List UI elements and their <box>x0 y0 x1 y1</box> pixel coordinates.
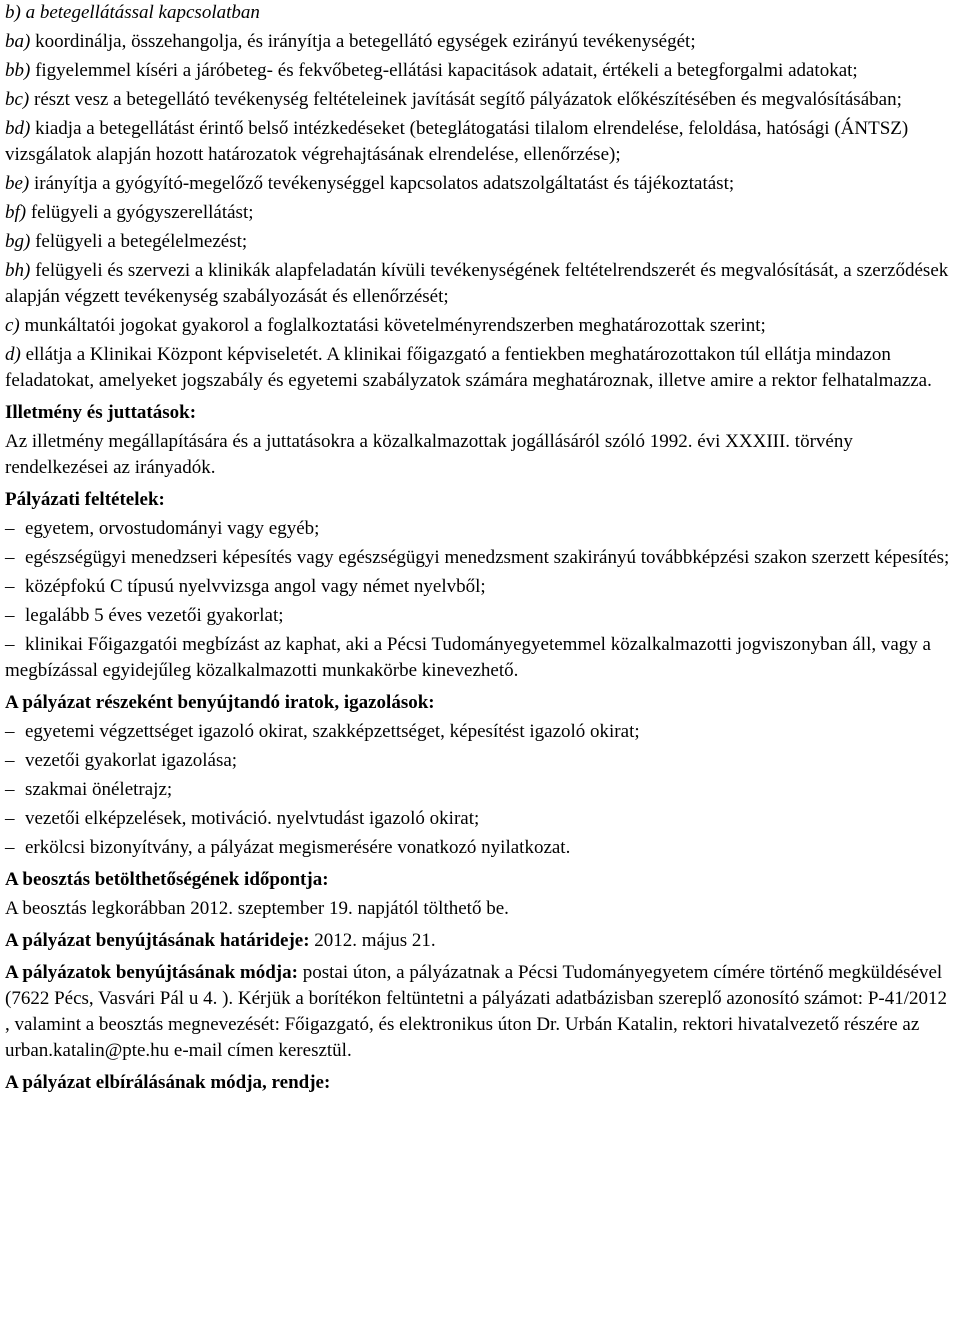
salary-text: Az illetmény megállapítására és a juttatásokra a közalkalmazottak jogállásáról szóló 1992. évi XXXIII. törvény rendelkezései az irányadók. <box>5 431 853 478</box>
condition-item: – középfokú C típusú nyelvvizsga angol vagy német nyelvből; <box>5 576 486 597</box>
item-bg: bg) felügyeli a betegélelmezést; <box>5 231 248 252</box>
item-bc: bc) részt vesz a betegellátó tevékenység feltételeinek javítását segítő pályázatok előkészítésében és megvalósításában; <box>5 89 902 110</box>
document-item: – erkölcsi bizonyítvány, a pályázat megismerésére vonatkozó nyilatkozat. <box>5 837 571 858</box>
document-item: – vezetői gyakorlat igazolása; <box>5 750 238 771</box>
condition-item: – egészségügyi menedzseri képesítés vagy egészségügyi menedzsment szakirányú továbbképzési szakon szerzett képesítés; <box>5 547 950 568</box>
deadline: A pályázat benyújtásának határideje: 2012. május 21. <box>5 930 436 951</box>
item-d: d) ellátja a Klinikai Központ képviseletét. A klinikai főigazgató a fentiekben meghatározottakon túl ellátja mindazon feladatokat, amelyeket jogszabály és egyetemi szabályzatok számára meghatároznak, illetve amire a rektor felhatalmazza. <box>5 344 932 391</box>
documents-heading: A pályázat részeként benyújtandó iratok, igazolások: <box>5 692 435 713</box>
document-item: – szakmai önéletrajz; <box>5 779 173 800</box>
section-b-heading: b) a betegellátással kapcsolatban <box>5 2 260 23</box>
submission: A pályázatok benyújtásának módja: postai úton, a pályázatnak a Pécsi Tudományegyetem címére történő megküldésével (7622 Pécs, Vasvári Pál u 4. ). Kérjük a borítékon feltüntetni a pályázati adatbázisban szereplő azonosító számot: P-41/2012 , valamint a beosztás megnevezését: Főigazgató, és elektronikus úton Dr. Urbán Katalin, rektori hivatalvezető részére az urban.katalin@pte.hu e-mail címen keresztül. <box>5 962 948 1061</box>
condition-item: – klinikai Főigazgatói megbízást az kaphat, aki a Pécsi Tudományegyetemmel közalkalmazotti jogviszonyban áll, vagy a megbízással egyidejűleg közalkalmazotti munkakörbe kinevezhető. <box>5 634 931 681</box>
item-bf: bf) felügyeli a gyógyszerellátást; <box>5 202 254 223</box>
start-date-text: A beosztás legkorábban 2012. szeptember 19. napjától tölthető be. <box>5 898 509 919</box>
document-item: – egyetemi végzettséget igazoló okirat, szakképzettséget, képesítést igazoló okirat; <box>5 721 640 742</box>
condition-item: – egyetem, orvostudományi vagy egyéb; <box>5 518 320 539</box>
conditions-heading: Pályázati feltételek: <box>5 489 165 510</box>
item-c: c) munkáltatói jogokat gyakorol a foglalkoztatási követelményrendszerben meghatározottak szerint; <box>5 315 766 336</box>
document-item: – vezetői elképzelések, motiváció. nyelvtudást igazoló okirat; <box>5 808 480 829</box>
item-bd: bd) kiadja a betegellátást érintő belső intézkedéseket (beteglátogatási tilalom elrendelése, feloldása, hatósági (ÁNTSZ) vizsgálatok alapján hozott határozatok végrehajtásának elrendelése, ellenőrzése); <box>5 118 909 165</box>
item-bh: bh) felügyeli és szervezi a klinikák alapfeladatán kívüli tevékenységének feltételrendszerét és megvalósítását, a szerződések alapján végzett tevékenység szabályozását és ellenőrzését; <box>5 260 949 307</box>
item-ba: ba) koordinálja, összehangolja, és irányítja a betegellátó egységek ezirányú tevékenységét; <box>5 31 696 52</box>
item-be: be) irányítja a gyógyító-megelőző tevékenységgel kapcsolatos adatszolgáltatást és tájékoztatást; <box>5 173 735 194</box>
evaluation-heading: A pályázat elbírálásának módja, rendje: <box>5 1072 331 1093</box>
salary-heading: Illetmény és juttatások: <box>5 402 197 423</box>
condition-item: – legalább 5 éves vezetői gyakorlat; <box>5 605 284 626</box>
start-date-heading: A beosztás betölthetőségének időpontja: <box>5 869 329 890</box>
item-bb: bb) figyelemmel kíséri a járóbeteg- és fekvőbeteg-ellátási kapacitások adatait, értékeli a betegforgalmi adatokat; <box>5 60 858 81</box>
